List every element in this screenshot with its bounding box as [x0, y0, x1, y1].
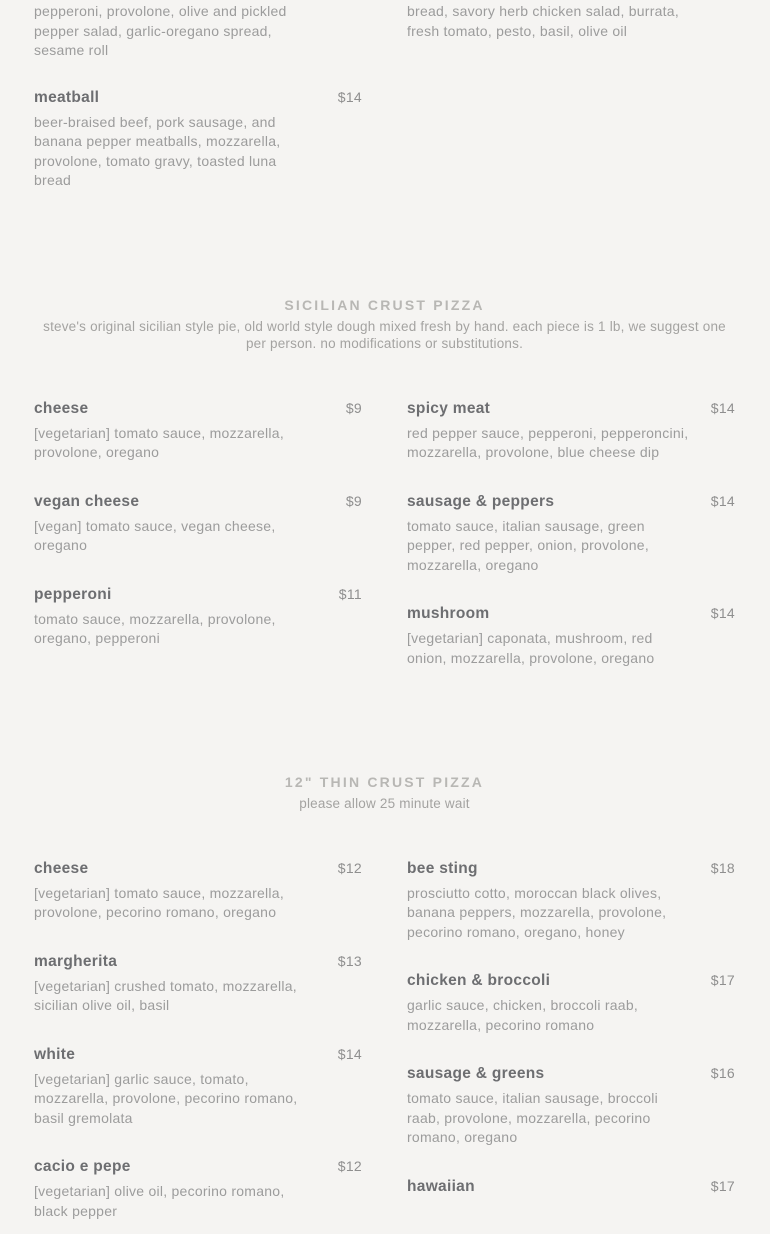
menu-item [34, 860, 362, 923]
section-columns [34, 400, 735, 669]
menu-item-price: $16 [710, 1065, 735, 1081]
menu-item-name: bee sting [407, 859, 478, 877]
section-title: SICILIAN CRUST PIZZA [284, 296, 485, 313]
section-header [34, 297, 735, 353]
top-left-items [34, 89, 362, 191]
menu-item [34, 1046, 362, 1129]
partial-item-description-right: bread, savory herb chicken salad, burrata, fresh tomato, pesto, basil, olive oil [407, 3, 679, 39]
menu-item-header [34, 586, 362, 604]
section-header [34, 774, 735, 813]
menu-item-name: margherita [34, 952, 118, 970]
menu-item-price: $14 [710, 605, 735, 621]
menu-item-name: sausage & greens [407, 1065, 545, 1082]
menu-item [407, 400, 735, 463]
menu-item-header [407, 493, 735, 511]
menu-item-price: $14 [337, 1045, 362, 1062]
menu-item [34, 586, 362, 649]
menu-item [407, 1065, 735, 1148]
menu-item-description: [vegetarian] tomato sauce, mozzarella, provolone, oregano [34, 424, 284, 460]
top-left-column [34, 2, 362, 191]
section-columns [34, 860, 735, 1222]
menu-item-name: meatball [34, 88, 100, 106]
menu-item-name: cheese [34, 399, 89, 417]
menu-item-price: $12 [337, 1158, 362, 1174]
partial-item-description-left: pepperoni, provolone, olive and pickled pepper salad, garlic-oregano spread, sesame roll [34, 3, 287, 58]
menu-item-price: $17 [710, 1177, 735, 1194]
menu-item-name: cacio e pepe [34, 1158, 131, 1175]
menu-item [407, 605, 735, 668]
section-right-column [407, 860, 735, 1196]
menu-item-header [407, 400, 735, 418]
menu-item-description: [vegetarian] garlic sauce, tomato, mozzarella, provolone, pecorino romano, basil gremolata [34, 1070, 298, 1126]
menu-section [34, 774, 735, 1221]
menu-item-price: $18 [710, 859, 735, 876]
section-left-column [34, 860, 362, 1222]
section-subtitle: steve's original sicilian style pie, old world style dough mixed fresh by hand. each piece is 1 lb, we suggest one per person. no modifications or substitutions. [43, 318, 726, 351]
menu-item [407, 1178, 735, 1196]
menu-item [34, 89, 362, 191]
menu-item-price: $9 [345, 399, 362, 416]
menu-item [34, 493, 362, 556]
section-left-column [34, 400, 362, 649]
menu-item [407, 493, 735, 576]
menu-item-description: tomato sauce, italian sausage, green pepper, red pepper, onion, provolone, mozzarella, oregano [407, 517, 649, 573]
menu-item-name: pepperoni [34, 585, 112, 603]
menu-item-header [407, 860, 735, 878]
menu-item [34, 953, 362, 1016]
menu-item-description: garlic sauce, chicken, broccoli raab, mozzarella, pecorino romano [407, 997, 639, 1033]
menu-item [407, 860, 735, 943]
menu-sections [34, 297, 735, 1222]
menu-item-header [407, 605, 735, 623]
menu-item-description: [vegan] tomato sauce, vegan cheese, oregano [34, 517, 276, 553]
menu-item-header [34, 400, 362, 418]
section-right-column [407, 400, 735, 669]
section-title: 12" THIN CRUST PIZZA [284, 774, 485, 790]
menu-item-header [34, 493, 362, 511]
menu-item-description: [vegetarian] crushed tomato, mozzarella, sicilian olive oil, basil [34, 977, 297, 1013]
menu-item-header [34, 1046, 362, 1064]
menu-item-header [34, 860, 362, 878]
menu-item-header [407, 972, 735, 990]
menu-item-name: mushroom [407, 605, 490, 622]
menu-item-price: $17 [710, 972, 735, 988]
section-subtitle: please allow 25 minute wait [299, 796, 470, 811]
menu-item-description: [vegetarian] tomato sauce, mozzarella, provolone, pecorino romano, oregano [34, 884, 284, 920]
menu-item-price: $13 [337, 952, 362, 969]
menu-item-header [34, 89, 362, 107]
menu-item-price: $14 [337, 88, 362, 105]
menu-item-header [34, 1158, 362, 1176]
menu-item-price: $14 [710, 399, 735, 416]
top-right-column [407, 2, 735, 41]
menu-item-header [407, 1065, 735, 1083]
menu-item-price: $12 [337, 859, 362, 876]
menu-item-header [34, 953, 362, 971]
menu-item-description: [vegetarian] caponata, mushroom, red onion, mozzarella, provolone, oregano [407, 630, 655, 666]
menu-item-name: cheese [34, 859, 89, 877]
menu-item-description: tomato sauce, italian sausage, broccoli raab, provolone, mozzarella, pecorino romano, oregano [407, 1090, 658, 1145]
menu-item-description: red pepper sauce, pepperoni, pepperoncini, mozzarella, provolone, blue cheese dip [407, 424, 689, 460]
menu-item-description: prosciutto cotto, moroccan black olives, banana peppers, mozzarella, provolone, pecorino romano, oregano, honey [407, 884, 667, 940]
menu-item [407, 972, 735, 1035]
menu-section [34, 297, 735, 669]
menu-item-price: $9 [345, 492, 362, 509]
menu-item [34, 1158, 362, 1221]
menu-item-description: beer-braised beef, pork sausage, and banana pepper meatballs, mozzarella, provolone, tomato gravy, toasted luna bread [34, 113, 281, 188]
menu-item-name: sausage & peppers [407, 492, 555, 510]
menu-item-description: [vegetarian] olive oil, pecorino romano, black pepper [34, 1183, 285, 1219]
menu-item-name: white [34, 1045, 76, 1063]
menu-item-name: chicken & broccoli [407, 972, 551, 989]
menu-item-price: $14 [710, 492, 735, 509]
menu-item-name: hawaiian [407, 1177, 475, 1195]
menu-item [34, 400, 362, 463]
menu-item-header [407, 1178, 735, 1196]
menu-item-name: spicy meat [407, 399, 491, 417]
top-overflow-section [34, 2, 735, 191]
menu-item-price: $11 [338, 585, 362, 602]
menu-item-description: tomato sauce, mozzarella, provolone, oregano, pepperoni [34, 610, 276, 646]
menu-item-name: vegan cheese [34, 492, 140, 510]
